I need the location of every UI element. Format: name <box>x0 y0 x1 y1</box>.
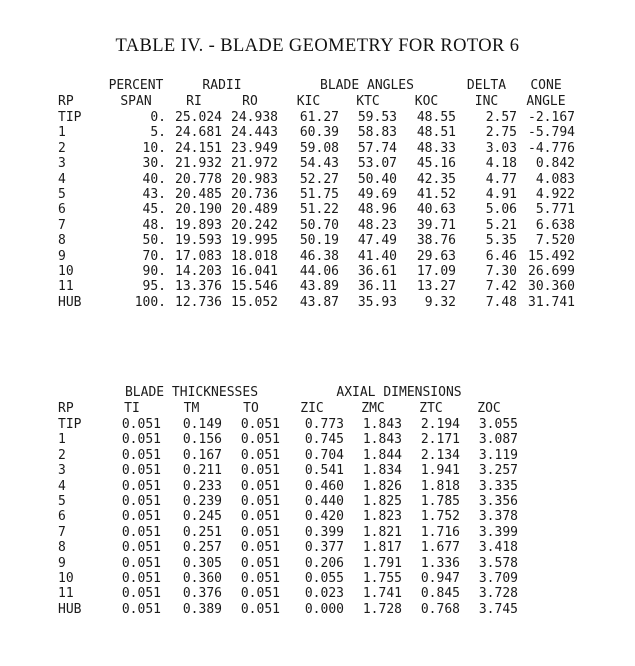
table-cell: 41.52 <box>416 187 456 203</box>
table-cell: 2.194 <box>420 417 460 432</box>
table-cell: 1.817 <box>362 540 402 556</box>
table-cell: 3.418 <box>478 540 518 556</box>
table-cell: 23.949 <box>231 140 278 156</box>
thickness-axial-table <box>58 385 518 617</box>
table-cell: 1.818 <box>420 478 460 494</box>
column-header-ro: RO <box>242 94 258 109</box>
group-header-blade-thicknesses: BLADE THICKNESSES <box>124 385 259 400</box>
table-cell: 3.335 <box>478 478 518 494</box>
table-cell: 5.35 <box>485 233 517 249</box>
table-cell: 0.460 <box>304 478 344 494</box>
table-cell: 0. <box>150 110 166 125</box>
table-cell: 0.167 <box>182 447 222 463</box>
table-cell: 1.716 <box>420 524 460 540</box>
table-cell: 61.27 <box>299 110 339 125</box>
table-cell: 41.40 <box>357 248 397 264</box>
table-cell: 29.63 <box>416 248 456 264</box>
table-cell: 20.485 <box>175 187 222 203</box>
table-cell: 0.051 <box>121 463 161 479</box>
table-cell: 4.922 <box>535 187 575 203</box>
table-cell: 3.578 <box>478 555 518 571</box>
table-cell: 53.07 <box>357 156 397 172</box>
table-cell: 3.03 <box>485 140 517 156</box>
column-header-row <box>58 94 575 110</box>
table-cell: 48. <box>142 217 166 233</box>
table-cell: 95. <box>142 279 166 295</box>
table-cell: 1.834 <box>362 463 402 479</box>
table-cell: 51.22 <box>299 202 339 218</box>
table-cell: 19.893 <box>175 217 222 233</box>
table-row <box>58 110 575 125</box>
table-cell: 3.257 <box>478 463 518 479</box>
table-cell: 50.19 <box>299 233 339 249</box>
table-cell: 0.360 <box>182 571 222 587</box>
table-row <box>58 463 518 478</box>
table-cell: 0.842 <box>535 156 575 172</box>
row-label: 7 <box>58 524 66 540</box>
table-cell: 1.843 <box>362 417 402 432</box>
table-cell: 1.791 <box>362 555 402 571</box>
row-label: HUB <box>58 294 82 310</box>
table-row <box>58 187 575 202</box>
group-header-row <box>58 78 575 94</box>
table-cell: 16.041 <box>231 264 278 280</box>
table-cell: 0.149 <box>182 417 222 432</box>
table-row <box>58 233 575 248</box>
table-cell: 36.61 <box>357 264 397 280</box>
table-cell: 0.051 <box>240 447 280 463</box>
table-cell: 0.051 <box>240 601 280 617</box>
table-cell: 20.489 <box>231 202 278 218</box>
table-row <box>58 602 518 617</box>
table-row <box>58 509 518 524</box>
table-cell: 3.728 <box>478 586 518 602</box>
group-header-cone: CONE <box>530 78 562 93</box>
table-cell: 0.156 <box>182 432 222 448</box>
table-cell: 40. <box>142 171 166 187</box>
table-cell: 15.546 <box>231 279 278 295</box>
row-label: 1 <box>58 125 66 141</box>
row-label: TIP <box>58 417 82 432</box>
table-cell: 0.051 <box>240 463 280 479</box>
table-cell: 36.11 <box>357 279 397 295</box>
table-cell: 43.87 <box>299 294 339 310</box>
table-cell: 4.91 <box>485 187 517 203</box>
table-cell: 0.399 <box>304 524 344 540</box>
blade-angles-table <box>58 78 575 310</box>
table-cell: 30.360 <box>528 279 575 295</box>
table-row <box>58 218 575 233</box>
row-label: 2 <box>58 447 66 463</box>
table-cell: 4.77 <box>485 171 517 187</box>
table-cell: 0.051 <box>121 478 161 494</box>
table-row <box>58 172 575 187</box>
table-cell: 46.38 <box>299 248 339 264</box>
column-header-ztc: ZTC <box>419 401 443 416</box>
table-cell: 0.000 <box>304 601 344 617</box>
table-row <box>58 156 575 171</box>
table-cell: 0.541 <box>304 463 344 479</box>
group-header-row <box>58 385 518 401</box>
row-label: 3 <box>58 156 66 172</box>
table-cell: 1.677 <box>420 540 460 556</box>
column-header-zmc: ZMC <box>361 401 385 416</box>
table-title: TABLE IV. - BLADE GEOMETRY FOR ROTOR 6 <box>115 36 520 56</box>
table-cell: 0.051 <box>121 524 161 540</box>
table-cell: 0.704 <box>304 447 344 463</box>
table-cell: 100. <box>134 294 166 310</box>
column-header-zic: ZIC <box>300 401 324 416</box>
table-cell: 1.826 <box>362 478 402 494</box>
table-cell: 57.74 <box>357 140 397 156</box>
row-label: 11 <box>58 279 74 295</box>
table-cell: 1.752 <box>420 509 460 525</box>
table-cell: 0.051 <box>240 540 280 556</box>
table-cell: 0.845 <box>420 586 460 602</box>
table-cell: 0.051 <box>121 494 161 510</box>
table-cell: 21.972 <box>231 156 278 172</box>
row-label: 8 <box>58 540 66 556</box>
row-label: 6 <box>58 509 66 525</box>
table-cell: 0.051 <box>121 509 161 525</box>
table-cell: 0.051 <box>240 417 280 432</box>
table-cell: 2.57 <box>485 110 517 125</box>
table-cell: 12.736 <box>175 294 222 310</box>
table-cell: 0.051 <box>240 478 280 494</box>
table-cell: 0.768 <box>420 601 460 617</box>
table-cell: 3.055 <box>478 417 518 432</box>
table-cell: 0.051 <box>121 447 161 463</box>
table-row <box>58 432 518 447</box>
table-cell: 48.51 <box>416 125 456 141</box>
table-cell: 0.051 <box>240 524 280 540</box>
table-cell: 0.773 <box>304 417 344 432</box>
table-cell: 24.681 <box>175 125 222 141</box>
table-cell: 24.938 <box>231 110 278 125</box>
table-cell: 47.49 <box>357 233 397 249</box>
table-cell: 48.55 <box>416 110 456 125</box>
column-header-angle: ANGLE <box>526 94 566 109</box>
row-label: 9 <box>58 555 66 571</box>
table-cell: 26.699 <box>528 264 575 280</box>
table-cell: 21.932 <box>175 156 222 172</box>
row-label: 4 <box>58 478 66 494</box>
group-header-radii: RADII <box>202 78 242 93</box>
table-cell: 0.055 <box>304 571 344 587</box>
table-cell: 20.983 <box>231 171 278 187</box>
table-cell: 0.233 <box>182 478 222 494</box>
table-cell: 49.69 <box>357 187 397 203</box>
table-cell: 15.052 <box>231 294 278 310</box>
column-header-koc: KOC <box>414 94 439 109</box>
table-cell: 70. <box>142 248 166 264</box>
group-header-blade-angles: BLADE ANGLES <box>320 78 414 93</box>
table-cell: 2.171 <box>420 432 460 448</box>
table-cell: 7.30 <box>485 264 517 280</box>
table-row <box>58 540 518 555</box>
table-cell: 7.48 <box>485 294 517 310</box>
table-cell: 59.08 <box>299 140 339 156</box>
table-cell: 48.23 <box>357 217 397 233</box>
table-cell: 0.051 <box>240 555 280 571</box>
table-cell: 24.443 <box>231 125 278 141</box>
table-cell: 30. <box>142 156 166 172</box>
table-cell: 1.741 <box>362 586 402 602</box>
table-cell: 0.257 <box>182 540 222 556</box>
group-header-axial-dimensions: AXIAL DIMENSIONS <box>336 385 462 400</box>
table-cell: 0.440 <box>304 494 344 510</box>
column-header-inc: INC <box>474 94 499 109</box>
table-cell: -4.776 <box>528 140 575 156</box>
row-label: 7 <box>58 217 66 233</box>
row-label: 4 <box>58 171 66 187</box>
table-cell: 13.376 <box>175 279 222 295</box>
column-header-tm: TM <box>183 401 200 416</box>
table-cell: 5.21 <box>485 217 517 233</box>
table-cell: 51.75 <box>299 187 339 203</box>
table-cell: 7.42 <box>485 279 517 295</box>
row-label: 5 <box>58 494 66 510</box>
table-cell: 2.75 <box>485 125 517 141</box>
table-cell: 0.376 <box>182 586 222 602</box>
table-cell: 3.119 <box>478 447 518 463</box>
table-row <box>58 295 575 310</box>
table-cell: 25.024 <box>175 110 222 125</box>
table-row <box>58 202 575 217</box>
table-cell: 13.27 <box>416 279 456 295</box>
table-cell: 0.051 <box>240 509 280 525</box>
table-cell: 0.051 <box>121 571 161 587</box>
table-cell: 18.018 <box>231 248 278 264</box>
table-cell: 0.206 <box>304 555 344 571</box>
column-header-ktc: KTC <box>356 94 380 109</box>
table-cell: 54.43 <box>299 156 339 172</box>
table-cell: 1.821 <box>362 524 402 540</box>
table-row <box>58 417 518 432</box>
table-cell: 19.995 <box>231 233 278 249</box>
row-label: 10 <box>58 571 74 587</box>
table-cell: 48.33 <box>416 140 456 156</box>
table-cell: 45.16 <box>416 156 456 172</box>
table-cell: 0.211 <box>182 463 222 479</box>
table-cell: 60.39 <box>299 125 339 141</box>
table-cell: 0.051 <box>240 586 280 602</box>
table-cell: 0.251 <box>182 524 222 540</box>
table-cell: 3.709 <box>478 571 518 587</box>
table-cell: 5.06 <box>485 202 517 218</box>
table-cell: 10. <box>142 140 166 156</box>
table-cell: 40.63 <box>416 202 456 218</box>
table-cell: 0.239 <box>182 494 222 510</box>
table-row <box>58 279 575 294</box>
group-header-empty <box>58 78 106 94</box>
table-cell: 1.825 <box>362 494 402 510</box>
table-cell: 4.083 <box>535 171 575 187</box>
table-cell: 6.638 <box>535 217 575 233</box>
table-cell: 0.023 <box>304 586 344 602</box>
table-cell: 42.35 <box>416 171 456 187</box>
table-row <box>58 494 518 509</box>
table-cell: 43. <box>142 187 166 203</box>
row-label: 5 <box>58 187 66 203</box>
table-cell: 1.336 <box>420 555 460 571</box>
table-cell: 14.203 <box>175 264 222 280</box>
table-cell: 0.051 <box>121 586 161 602</box>
row-label: 8 <box>58 233 66 249</box>
column-header-ri: RI <box>186 94 202 109</box>
table-row <box>58 586 518 601</box>
table-cell: 9.32 <box>424 294 456 310</box>
table-cell: 50. <box>142 233 166 249</box>
group-header-empty <box>58 385 103 401</box>
table-cell: 58.83 <box>357 125 397 141</box>
table-cell: 90. <box>142 264 166 280</box>
table-cell: 0.245 <box>182 509 222 525</box>
table-cell: 17.09 <box>416 264 456 280</box>
table-cell: 50.70 <box>299 217 339 233</box>
table-cell: 0.947 <box>420 571 460 587</box>
column-header-span: SPAN <box>120 94 152 109</box>
row-label: TIP <box>58 110 82 125</box>
table-cell: -2.167 <box>528 110 575 125</box>
row-label: 6 <box>58 202 66 218</box>
table-cell: 52.27 <box>299 171 339 187</box>
table-cell: 5.771 <box>535 202 575 218</box>
table-cell: 38.76 <box>416 233 456 249</box>
column-header-row <box>58 401 518 417</box>
group-header-delta: DELTA <box>466 78 507 93</box>
table-row <box>58 264 575 279</box>
table-cell: 0.745 <box>304 432 344 448</box>
table-cell: 3.356 <box>478 494 518 510</box>
table-cell: 0.377 <box>304 540 344 556</box>
table-cell: 31.741 <box>528 294 575 310</box>
column-header-zoc: ZOC <box>477 401 501 416</box>
table-cell: 0.051 <box>121 555 161 571</box>
table-cell: 6.46 <box>485 248 517 264</box>
column-header-to: TO <box>243 401 259 416</box>
table-cell: 3.745 <box>478 601 518 617</box>
table-cell: 44.06 <box>299 264 339 280</box>
row-label: 2 <box>58 140 66 156</box>
blade-angles-body <box>58 110 575 310</box>
table-cell: 1.844 <box>362 447 402 463</box>
row-label: 1 <box>58 432 66 448</box>
table-cell: 1.823 <box>362 509 402 525</box>
table-cell: 20.736 <box>231 187 278 203</box>
row-label: 9 <box>58 248 66 264</box>
row-label: 11 <box>58 586 74 602</box>
table-cell: 20.190 <box>175 202 222 218</box>
table-cell: 48.96 <box>357 202 397 218</box>
table-cell: 24.151 <box>175 140 222 156</box>
table-cell: 20.778 <box>175 171 222 187</box>
table-row <box>58 479 518 494</box>
table-cell: 45. <box>142 202 166 218</box>
row-label: 3 <box>58 463 66 479</box>
thickness-axial-body <box>58 417 518 617</box>
table-cell: 0.420 <box>304 509 344 525</box>
table-cell: 20.242 <box>231 217 278 233</box>
table-cell: 0.051 <box>121 417 161 432</box>
table-cell: 0.305 <box>182 555 222 571</box>
table-cell: 5. <box>150 125 166 141</box>
table-cell: 50.40 <box>357 171 397 187</box>
table-cell: 3.378 <box>478 509 518 525</box>
table-cell: 0.051 <box>240 494 280 510</box>
table-cell: 15.492 <box>528 248 575 264</box>
column-header-ti: TI <box>124 401 140 416</box>
table-cell: 1.785 <box>420 494 460 510</box>
column-header-kic: KIC <box>296 94 321 109</box>
table-row <box>58 571 518 586</box>
table-cell: 0.051 <box>240 432 280 448</box>
table-row <box>58 556 518 571</box>
table-cell: 0.051 <box>240 571 280 587</box>
table-cell: 0.389 <box>182 601 222 617</box>
table-cell: 0.051 <box>121 601 161 617</box>
table-cell: 19.593 <box>175 233 222 249</box>
column-header-rp: RP <box>58 401 74 416</box>
table-cell: 0.051 <box>121 432 161 448</box>
table-cell: 1.843 <box>362 432 402 448</box>
group-header-percent: PERCENT <box>108 78 164 93</box>
table-cell: 35.93 <box>357 294 397 310</box>
table-cell: -5.794 <box>528 125 575 141</box>
table-cell: 0.051 <box>121 540 161 556</box>
table-cell: 1.755 <box>362 571 402 587</box>
table-cell: 1.728 <box>362 601 402 617</box>
table-cell: 59.53 <box>357 110 397 125</box>
table-row <box>58 141 575 156</box>
table-cell: 3.399 <box>478 524 518 540</box>
row-label: HUB <box>58 601 82 617</box>
table-cell: 2.134 <box>420 447 460 463</box>
table-row <box>58 448 518 463</box>
table-cell: 1.941 <box>420 463 460 479</box>
table-cell: 3.087 <box>478 432 518 448</box>
table-cell: 43.89 <box>299 279 339 295</box>
table-row <box>58 525 518 540</box>
column-header-rp: RP <box>58 94 74 109</box>
table-cell: 39.71 <box>416 217 456 233</box>
table-cell: 4.18 <box>485 156 517 172</box>
table-cell: 7.520 <box>535 233 575 249</box>
table-cell: 17.083 <box>175 248 222 264</box>
table-row <box>58 125 575 140</box>
table-row <box>58 249 575 264</box>
row-label: 10 <box>58 264 74 280</box>
